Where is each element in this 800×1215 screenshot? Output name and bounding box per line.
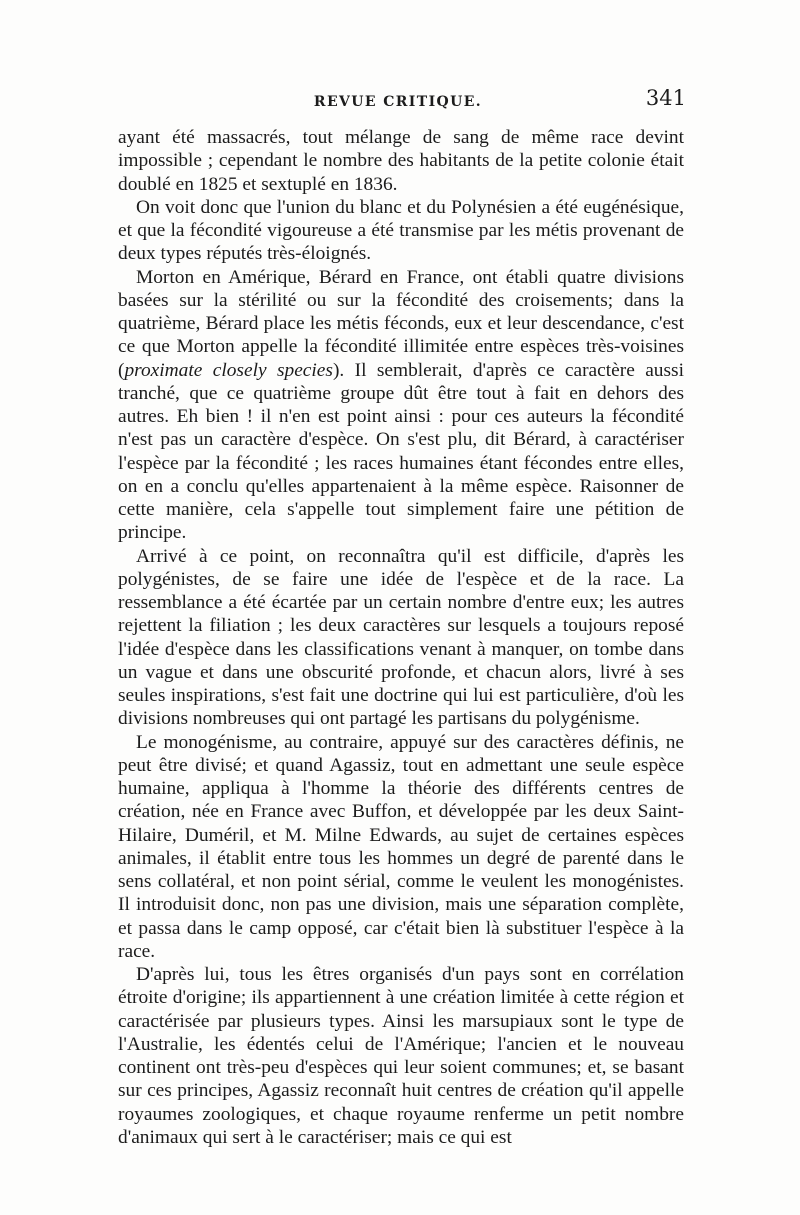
paragraph-3-italic-term: proximate closely species xyxy=(124,359,333,381)
body-text xyxy=(118,126,684,1149)
paragraph-4: Arrivé à ce point, on reconnaîtra qu'il est difficile, d'après les polygénistes, de se faire une idée de l'espèce et de la race. La ressemblance a été écartée par un certain nombre d'entre eux; les autres rejettent la filiation ; les deux caractères sur lesquels a toujours reposé l'idée d'espèce dans les classifications venant à manquer, on tombe dans un vague et dans une obscurité profonde, et chacun alors, livré à ses seules inspirations, s'est fait une doctrine qui lui est particulière, d'où les divisions nombreuses qui ont partagé les partisans du polygénisme. xyxy=(118,545,684,730)
paragraph-3-text-before: Morton en Amérique, Bérard en France, ont établi quatre divisions basées sur la stérilité ou sur la fécondité des croisements; dans la quatrième, Bérard place les métis féconds, eux et leur descendance, c'est ce que Morton appelle la fécondité illimitée entre espèces très-voisines ( xyxy=(118,266,684,381)
paragraph-3 xyxy=(118,266,684,545)
paragraph-2: On voit donc que l'union du blanc et du Polynésien a été eugénésique, et que la fécondité vigoureuse a été transmise par les métis provenant de deux types réputés très-éloignés. xyxy=(118,196,684,265)
paragraph-3-text-after: ). Il semblerait, d'après ce caractère aussi tranché, que ce quatrième groupe dût être tout à fait en dehors des autres. Eh bien ! il n'en est point ainsi : pour ces auteurs la fécondité n'est pas un caractère d'espèce. On s'est plu, dit Bérard, à caractériser l'espèce par la fécondité ; les races humaines étant fécondes entre elles, on en a conclu qu'elles appartenaient à la même espèce. Raisonner de cette manière, cela s'appelle tout simplement faire une pétition de principe. xyxy=(118,359,684,544)
paragraph-5: Le monogénisme, au contraire, appuyé sur des caractères définis, ne peut être divisé; et quand Agassiz, tout en admettant une seule espèce humaine, appliqua à l'homme la théorie des différents centres de création, née en France avec Buffon, et développée par les deux Saint-Hilaire, Duméril, et M. Milne Edwards, au sujet de certaines espèces animales, il établit entre tous les hommes un degré de parenté dans le sens collatéral, et non point sérial, comme le veulent les monogénistes. Il introduisit donc, non pas une division, mais une séparation complète, et passa dans le camp opposé, car c'était bien là substituer l'espèce à la race. xyxy=(118,731,684,962)
paragraph-6: D'après lui, tous les êtres organisés d'un pays sont en corrélation étroite d'origine; ils appartiennent à une création limitée à cette région et caractérisée par plusieurs types. Ainsi les marsupiaux sont le type de l'Australie, les édentés celui de l'Amérique; l'ancien et le nouveau continent ont très-peu d'espèces qui leur soient communes; et, se basant sur ces principes, Agassiz reconnaît huit centres de création qu'il appelle royaumes zoologiques, et chaque royaume renferme un petit nombre d'animaux qui sert à le caractériser; mais ce qui est xyxy=(118,964,684,1148)
running-head xyxy=(110,82,686,122)
running-title: REVUE CRITIQUE. xyxy=(313,94,483,110)
paragraph-1: ayant été massacrés, tout mélange de sang de même race devint impossible ; cependant le nombre des habitants de la petite colonie était doublé en 1825 et sextuplé en 1836. xyxy=(118,127,684,195)
page-number: 341 xyxy=(645,86,686,110)
